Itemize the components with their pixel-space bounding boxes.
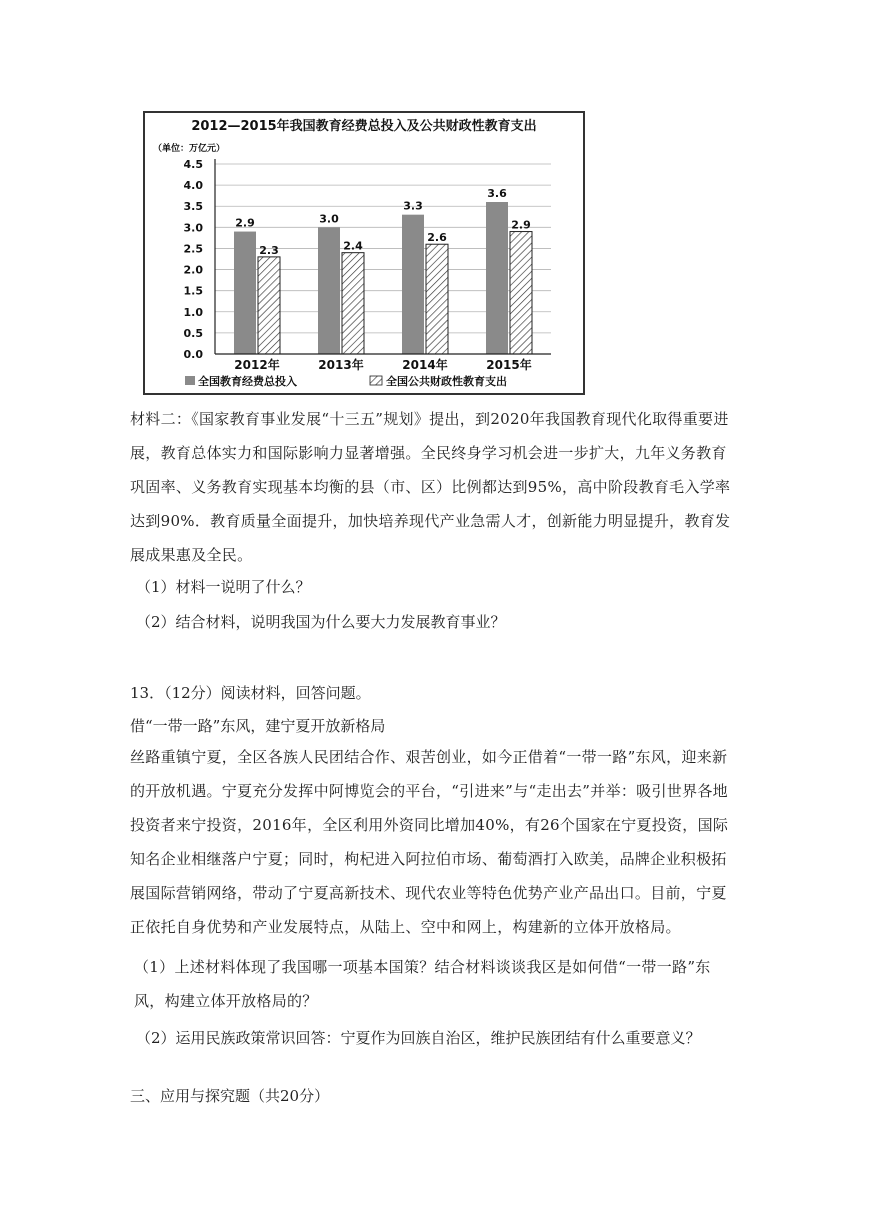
material-two-paragraph: 材料二：《国家教育事业发展“十三五”规划》提出，到2020年我国教育现代化取得重要进展，教育总体实力和国际影响力显著增强。全民终身学习机会进一步扩大，九年义务教育巩固率、义务教育实现基本均衡的县（市、区）比例都达到95%，高中阶段教育毛入学率达到90%．教育质量全面提升，加快培养现代产业急需人才，创新能力明显提升，教育发展成果惠及全民。 (130, 410, 731, 564)
legend-label-total: 全国教育经费总投入 (198, 375, 297, 388)
data-label-total: 2.9 (235, 216, 255, 230)
y-tick-label: 3.5 (183, 200, 203, 214)
data-label-total: 3.3 (403, 199, 423, 213)
question-2-education: （2）结合材料，说明我国为什么要大力发展教育事业？ (136, 613, 506, 631)
legend-label-public: 全国公共财政性教育支出 (386, 375, 507, 388)
bar-public-expenditure (510, 232, 532, 354)
data-label-total: 3.0 (319, 212, 339, 226)
data-label-public: 2.3 (259, 243, 279, 257)
y-tick-label: 1.5 (183, 284, 203, 298)
data-label-total: 3.6 (487, 187, 507, 200)
x-category-label: 2012年 (234, 358, 280, 372)
question-1-material: （1）材料一说明了什么？ (136, 578, 311, 596)
chart-unit-label: （单位：万亿元） (153, 144, 226, 154)
y-tick-label: 2.0 (183, 263, 203, 277)
y-tick-label: 3.0 (183, 221, 203, 235)
y-tick-label: 0.0 (183, 348, 203, 361)
x-category-label: 2014年 (402, 358, 448, 372)
question-13-part-1: （1）上述材料体现了我国哪一项基本国策？结合材料谈谈我区是如何借“一带一路”东风，构建立体开放格局的？ (134, 958, 711, 1010)
question-13-material: 丝路重镇宁夏，全区各族人民团结合作、艰苦创业，如今正借着“一带一路”东风，迎来新的开放机遇。宁夏充分发挥中阿博览会的平台，“引进来”与“走出去”并举：吸引世界各地投资者来宁投资，2016年，全区利用外资同比增加40%，有26个国家在宁夏投资，国际知名企业相继落户宁夏；同时，枸杞进入阿拉伯市场、葡萄酒打入欧美，品牌企业积极拓展国际营销网络，带动了宁夏高新技术、现代农业等特色优势产业产品出口。目前，宁夏正依托自身优势和产业发展特点，从陆上、空中和网上，构建新的立体开放格局。 (130, 748, 729, 936)
chart-title: 2012—2015年我国教育经费总投入及公共财政性教育支出 (191, 119, 537, 134)
chart-bars (234, 187, 532, 354)
data-label-public: 2.6 (427, 231, 447, 245)
section-three-header: 三、应用与探究题（共20分） (130, 1087, 330, 1105)
y-tick-label: 4.5 (183, 158, 203, 171)
bar-public-expenditure (342, 253, 364, 354)
education-funding-chart (143, 111, 585, 395)
data-label-public: 2.9 (511, 218, 531, 232)
question-13-part-2: （2）运用民族政策常识回答：宁夏作为回族自治区，维护民族团结有什么重要意义？ (136, 1029, 701, 1047)
x-category-label: 2015年 (486, 358, 532, 372)
bar-public-expenditure (258, 257, 280, 354)
y-tick-label: 1.0 (183, 305, 203, 319)
question-13-header: 13．（12分）阅读材料，回答问题。 (130, 684, 371, 702)
bar-total-investment (234, 232, 256, 354)
y-tick-label: 0.5 (183, 326, 203, 340)
y-tick-label: 4.0 (183, 179, 203, 193)
legend-swatch-public (370, 376, 382, 385)
x-category-label: 2013年 (318, 358, 364, 372)
chart-canvas (145, 113, 583, 393)
bar-public-expenditure (426, 244, 448, 354)
data-label-public: 2.4 (343, 239, 363, 253)
bar-total-investment (486, 202, 508, 354)
legend-swatch-total (185, 376, 195, 385)
question-13-subtitle: 借“一带一路”东风，建宁夏开放新格局 (130, 717, 386, 735)
bar-total-investment (402, 215, 424, 354)
y-tick-label: 2.5 (183, 242, 203, 256)
chart-legend (185, 374, 507, 388)
bar-total-investment (318, 227, 340, 354)
